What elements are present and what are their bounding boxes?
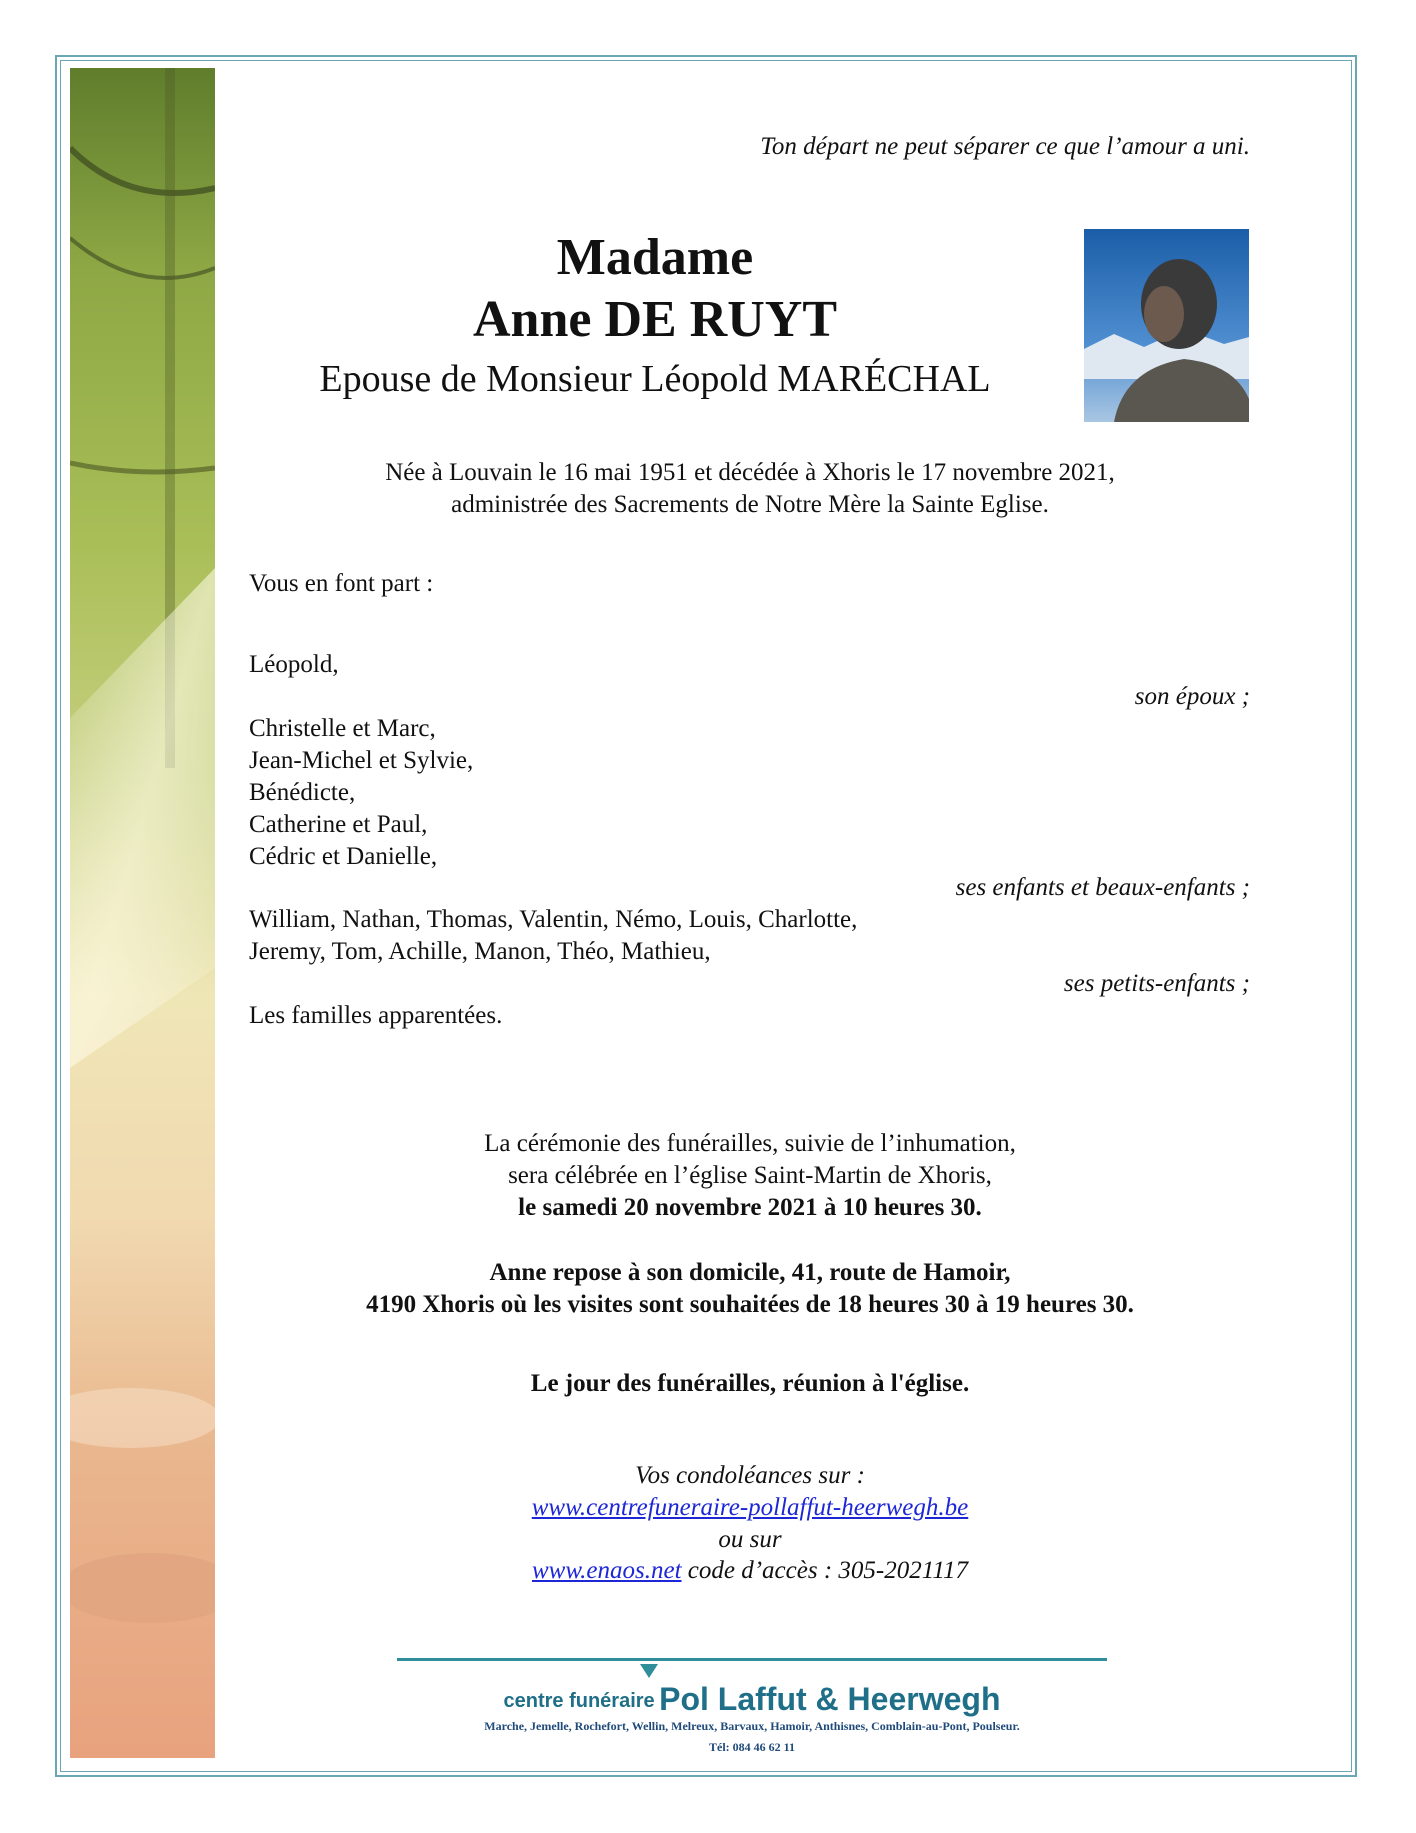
honorific-title: Madame: [556, 229, 754, 286]
portrait-photo: [1084, 229, 1249, 422]
child-name: Christelle et Marc,: [249, 715, 436, 742]
grandchildren-names: William, Nathan, Thomas, Valentin, Némo, Louis, Charlotte,: [249, 906, 858, 933]
ceremony-line: La cérémonie des funérailles, suivie de l’inhumation,: [484, 1130, 1016, 1157]
condolences-or: ou sur: [718, 1526, 782, 1553]
visiting-hours: 4190 Xhoris où les visites sont souhaitées de 18 heures 30 à 19 heures 30.: [366, 1291, 1134, 1318]
children-relation: ses enfants et beaux-enfants ;: [955, 874, 1250, 901]
grandchildren-relation: ses petits-enfants ;: [1063, 970, 1250, 997]
motto-quote: Ton départ ne peut séparer ce que l’amour a uni.: [760, 133, 1250, 160]
sacraments-line: administrée des Sacrements de Notre Mère la Sainte Eglise.: [451, 491, 1049, 518]
footer-divider: [397, 1658, 1107, 1661]
condolences-intro: Vos condoléances sur :: [635, 1462, 865, 1489]
ceremony-date: le samedi 20 novembre 2021 à 10 heures 30.: [518, 1194, 982, 1221]
child-name: Catherine et Paul,: [249, 811, 428, 838]
child-name: Cédric et Danielle,: [249, 843, 438, 870]
church-meeting: Le jour des funérailles, réunion à l'église.: [530, 1370, 970, 1397]
grandchildren-names: Jeremy, Tom, Achille, Manon, Théo, Mathieu,: [249, 938, 711, 965]
footer-phone: Tél: 084 46 62 11: [709, 1740, 795, 1754]
logo-name: Pol Laffut & Heerwegh: [659, 1681, 1001, 1717]
logo-triangle-icon: [640, 1664, 658, 1678]
spouse-relation: son époux ;: [1134, 683, 1250, 710]
condolences-link-row: [250, 1494, 1250, 1522]
ceremony-church: sera célébrée en l’église Saint-Martin de Xhoris,: [508, 1162, 992, 1189]
deceased-name: Anne DE RUYT: [472, 291, 838, 348]
logo-prefix: centre funéraire: [503, 1690, 655, 1712]
forest-path-image: [70, 68, 215, 1758]
access-code: code d’accès : 305-2021117: [681, 1557, 969, 1584]
funeral-home-link[interactable]: www.centrefuneraire-pollaffut-heerwegh.be: [531, 1494, 969, 1521]
footer-towns: Marche, Jemelle, Rochefort, Wellin, Melreux, Barvaux, Hamoir, Anthisnes, Comblain-au-Pont, Poulseur.: [484, 1719, 1020, 1733]
spouse-name: Léopold,: [249, 651, 339, 678]
spouse-line: Epouse de Monsieur Léopold MARÉCHAL: [319, 358, 991, 400]
announce-text: Vous en font part :: [249, 570, 434, 597]
child-name: Jean-Michel et Sylvie,: [249, 747, 474, 774]
child-name: Bénédicte,: [249, 779, 356, 806]
birth-death-line: Née à Louvain le 16 mai 1951 et décédée à Xhoris le 17 novembre 2021,: [385, 459, 1115, 486]
funeral-home-logo: [397, 1681, 1107, 1718]
enaos-row: [250, 1557, 1250, 1585]
rest-location: Anne repose à son domicile, 41, route de Hamoir,: [489, 1259, 1011, 1286]
related-families: Les familles apparentées.: [249, 1002, 503, 1029]
enaos-link[interactable]: www.enaos.net: [531, 1557, 682, 1584]
